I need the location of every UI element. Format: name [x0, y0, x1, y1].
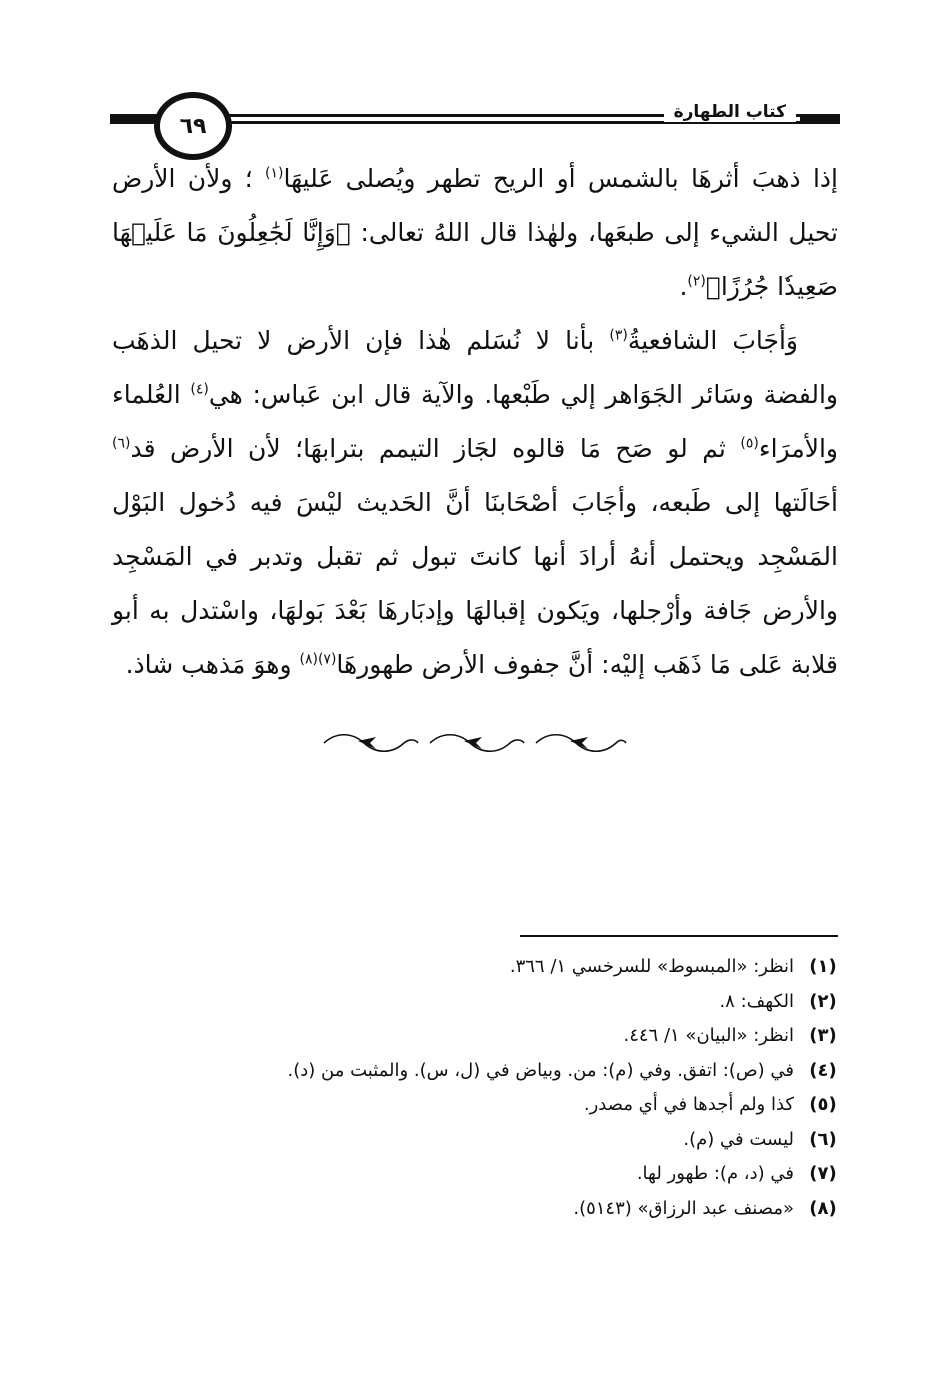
ornament-divider-icon — [318, 728, 630, 758]
paragraph-1 — [112, 152, 838, 314]
footnote-number: (٤) — [809, 1059, 837, 1081]
footnote-number: (٣) — [809, 1025, 837, 1046]
page-number-badge — [154, 92, 232, 160]
footnote-item — [112, 1192, 840, 1227]
footnote-text: انظر: «المبسوط» للسرخسي ١/ ٣٦٦. — [509, 956, 794, 977]
footnote-number: (٨) — [809, 1197, 837, 1219]
footnote-number: (٢) — [809, 990, 837, 1012]
footnote-ref-7: (٧) — [317, 651, 337, 668]
footnote-number: (١) — [809, 956, 837, 977]
page-number: ٦٩ — [179, 113, 207, 139]
p2-text-f: وهوَ مَذهب شاذ. — [125, 650, 300, 679]
running-header — [110, 84, 840, 158]
footnote-item — [112, 1088, 840, 1123]
paragraph-2 — [112, 314, 838, 692]
footnote-separator — [520, 935, 838, 937]
footnote-item — [112, 1123, 840, 1158]
footnote-number: (٥) — [809, 1094, 837, 1115]
footnote-number: (٧) — [809, 1163, 837, 1184]
footnote-number: (٦) — [809, 1128, 837, 1150]
footnote-text: «مصنف عبد الرزاق» (٥١٤٣). — [573, 1197, 794, 1219]
footnote-ref-4: (٤) — [190, 381, 209, 398]
p2-text-c: العُلماء والأمرَاء — [112, 380, 838, 463]
p1-text-c: . — [679, 272, 688, 301]
footnote-item — [112, 1019, 840, 1054]
footnote-ref-3: (٣) — [609, 327, 628, 344]
p2-text-e: أحَالَتها إلى طَبعه، وأجَابَ أصْحَابنَا أنَّ الحَديث ليْسَ فيه دُخول البَوْل المَسْجِد ويحتمل أنهُ أرادَ أنها كانتَ تبول ثم تقبل وتدبر في المَسْجِد والأرض جَافة وأرْجلها، ويَكون إقبالهَا وإدبَارهَا بَعْدَ بَولهَا، واسْتدل به أبو قلابة عَلى مَا ذَهَب إليْه: أنَّ جفوف الأرض طهورهَا — [112, 488, 838, 679]
footnote-text: كذا ولم أجدها في أي مصدر. — [583, 1094, 794, 1115]
footnote-ref-2: (٢) — [687, 273, 706, 290]
footnote-ref-6: (٦) — [112, 435, 131, 452]
footnote-text: انظر: «البيان» ١/ ٤٤٦. — [623, 1025, 794, 1046]
footnote-ref-5: (٥) — [740, 435, 759, 452]
header-rule-left-end — [110, 114, 158, 124]
p2-text-b: بأنا لا نُسَلم هٰذا فإن الأرض لا تحيل الذهَب والفضة وسَائر الجَوَاهر إلي طَبْعها. والآية قال ابن عَباس: هي — [112, 326, 838, 409]
p2-text-a: وَأجَابَ الشافعيةُ — [627, 326, 798, 355]
chapter-title: كتاب الطهارة — [664, 102, 796, 122]
footnote-item — [112, 1054, 840, 1089]
footnote-ref-1: (١) — [265, 165, 284, 182]
p2-text-d: ثم لو صَح مَا قالوه لجَاز التيمم بترابهَا؛ لأن الأرض قد — [130, 434, 741, 463]
p1-text-b: ؛ ولأن الأرض تحيل الشيء إلى طبعَها، ولهٰذا قال اللهُ تعالى: ﴿وَإِنَّا لَجَٰعِلُونَ مَا عَلَيۡهَا صَعِيدٗا جُرُزًا﴾ — [112, 164, 838, 301]
footnote-text: الكهف: ٨. — [719, 990, 794, 1012]
footnote-ref-8: (٨) — [299, 651, 318, 668]
footnote-text: في (د، م): طهور لها. — [636, 1163, 794, 1184]
header-rule-right-end — [800, 114, 840, 124]
footnote-text: في (ص): اتفق. وفي (م): من. وبياض في (ل، س). والمثبت من (د). — [287, 1059, 794, 1081]
footnote-list — [112, 950, 840, 1226]
footnote-text: ليست في (م). — [683, 1128, 794, 1150]
p1-text-a: إذا ذهبَ أثرهَا بالشمس أو الريح تطهر ويُصلى عَليهَا — [283, 164, 838, 193]
main-text — [112, 152, 838, 692]
footnote-item — [112, 985, 840, 1020]
footnote-item — [112, 950, 840, 985]
footnote-item — [112, 1157, 840, 1192]
